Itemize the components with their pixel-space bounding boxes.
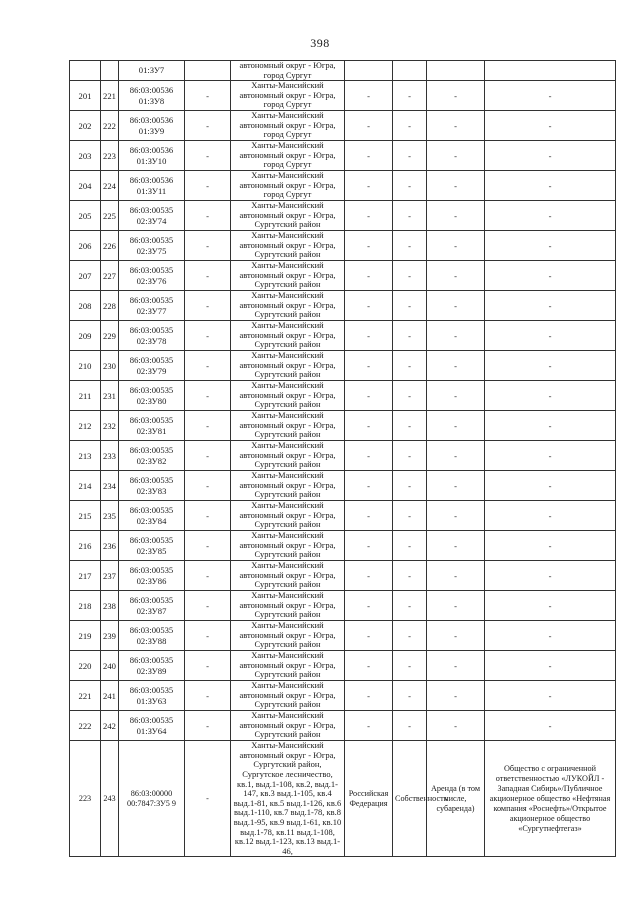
cell-index: 221 (101, 81, 119, 111)
cell-row-number: 207 (70, 261, 101, 291)
cell-holder: - (485, 711, 616, 741)
cell-row-number: 208 (70, 291, 101, 321)
cell-right-type: - (393, 261, 427, 291)
cell-address: автономный округ - Югра, город Сургут (231, 61, 345, 81)
table-row (70, 711, 616, 741)
cell-dash: - (185, 171, 231, 201)
cell-dash: - (185, 711, 231, 741)
cell-index: 232 (101, 411, 119, 441)
cell-address: Ханты-Мансийский автономный округ - Югра, Сургутский район (231, 591, 345, 621)
cell-dash: - (185, 681, 231, 711)
cell-encumbrance: - (427, 141, 485, 171)
cell-row-number: 212 (70, 411, 101, 441)
cell-owner: - (345, 201, 393, 231)
cell-holder: - (485, 111, 616, 141)
cell-right-type: - (393, 411, 427, 441)
cell-cadastral: 86:03:00535 02:ЗУ77 (119, 291, 185, 321)
cell-owner: - (345, 231, 393, 261)
cell-right-type: - (393, 111, 427, 141)
cell-cadastral: 86:03:00535 02:ЗУ82 (119, 441, 185, 471)
table-row (70, 351, 616, 381)
cell-dash: - (185, 141, 231, 171)
table-row (70, 231, 616, 261)
table-row (70, 261, 616, 291)
cell-row-number: 220 (70, 651, 101, 681)
cell-dash: - (185, 231, 231, 261)
cell-owner: - (345, 591, 393, 621)
cell-address: Ханты-Мансийский автономный округ - Югра, Сургутский район (231, 501, 345, 531)
cell-owner: - (345, 171, 393, 201)
table-row (70, 621, 616, 651)
cell-address: Ханты-Мансийский автономный округ - Югра, Сургутский район (231, 561, 345, 591)
cell-right-type: - (393, 561, 427, 591)
cell-right-type: - (393, 381, 427, 411)
cell-owner: - (345, 501, 393, 531)
cell-address: Ханты-Мансийский автономный округ - Югра, город Сургут (231, 81, 345, 111)
cell-encumbrance: - (427, 111, 485, 141)
cell-address: Ханты-Мансийский автономный округ - Югра, Сургутский район (231, 231, 345, 261)
cell-holder: Общество с ограниченной ответственностью «ЛУКОЙЛ - Западная Сибирь»/Публичное акционерное общество «Нефтяная компания «Роснефть»/Открытое акционерное общество «Сургутнефтегаз» (485, 741, 616, 857)
cell-right-type: - (393, 351, 427, 381)
cell-dash: - (185, 531, 231, 561)
cell-cadastral: 86:03:00535 01:ЗУ64 (119, 711, 185, 741)
table-row (70, 681, 616, 711)
cell-address: Ханты-Мансийский автономный округ - Югра, Сургутский район (231, 651, 345, 681)
cell-encumbrance: - (427, 171, 485, 201)
cell-encumbrance: - (427, 501, 485, 531)
cell-cadastral: 86:03:00535 02:ЗУ79 (119, 351, 185, 381)
cell-empty (185, 61, 231, 81)
cell-row-number: 206 (70, 231, 101, 261)
cell-holder: - (485, 621, 616, 651)
cell-encumbrance: - (427, 591, 485, 621)
cell-dash: - (185, 291, 231, 321)
cell-cadastral: 86:03:00535 02:ЗУ89 (119, 651, 185, 681)
cell-owner: - (345, 381, 393, 411)
cell-empty (101, 61, 119, 81)
cell-owner: - (345, 531, 393, 561)
cell-cadastral: 86:03:00535 02:ЗУ80 (119, 381, 185, 411)
cell-index: 240 (101, 651, 119, 681)
table-row (70, 111, 616, 141)
table-row (70, 561, 616, 591)
cell-encumbrance: - (427, 381, 485, 411)
cell-holder: - (485, 681, 616, 711)
cell-cadastral: 86:03:00536 01:ЗУ9 (119, 111, 185, 141)
cell-encumbrance: - (427, 531, 485, 561)
cell-owner: - (345, 441, 393, 471)
cell-index: 236 (101, 531, 119, 561)
table-row-last (70, 741, 616, 857)
cell-index: 226 (101, 231, 119, 261)
cell-holder: - (485, 321, 616, 351)
cell-cadastral: 86:03:00535 02:ЗУ74 (119, 201, 185, 231)
cell-holder: - (485, 291, 616, 321)
cell-encumbrance: - (427, 201, 485, 231)
cell-row-number: 210 (70, 351, 101, 381)
land-plot-table (69, 60, 616, 857)
cell-owner: - (345, 81, 393, 111)
cell-row-number: 215 (70, 501, 101, 531)
cell-address: Ханты-Мансийский автономный округ - Югра, город Сургут (231, 141, 345, 171)
cell-holder: - (485, 441, 616, 471)
cell-address: Ханты-Мансийский автономный округ - Югра, Сургутский район (231, 531, 345, 561)
cell-index: 238 (101, 591, 119, 621)
cell-encumbrance: - (427, 321, 485, 351)
cell-address: Ханты-Мансийский автономный округ - Югра, Сургутский район (231, 681, 345, 711)
cell-address: Ханты-Мансийский автономный округ - Югра, город Сургут (231, 111, 345, 141)
cell-owner: - (345, 411, 393, 441)
cell-encumbrance: - (427, 651, 485, 681)
cell-owner: - (345, 711, 393, 741)
cell-owner: - (345, 141, 393, 171)
cell-dash: - (185, 351, 231, 381)
cell-holder: - (485, 231, 616, 261)
cell-holder: - (485, 81, 616, 111)
table-row (70, 171, 616, 201)
cell-holder: - (485, 471, 616, 501)
cell-right-type: - (393, 291, 427, 321)
cell-row-number: 211 (70, 381, 101, 411)
cell-dash: - (185, 81, 231, 111)
cell-dash: - (185, 441, 231, 471)
cell-index: 230 (101, 351, 119, 381)
cell-row-number: 216 (70, 531, 101, 561)
cell-right-type: - (393, 141, 427, 171)
cell-right-type: - (393, 231, 427, 261)
cell-row-number: 221 (70, 681, 101, 711)
cell-cadastral: 86:03:00535 02:ЗУ81 (119, 411, 185, 441)
cell-right-type: - (393, 441, 427, 471)
page-number: 398 (310, 36, 330, 50)
cell-empty (70, 61, 101, 81)
cell-dash: - (185, 651, 231, 681)
cell-address: Ханты-Мансийский автономный округ - Югра, Сургутский район (231, 261, 345, 291)
cell-index: 223 (101, 141, 119, 171)
cell-dash: - (185, 201, 231, 231)
cell-cadastral: 86:03:00535 01:ЗУ63 (119, 681, 185, 711)
cell-index: 241 (101, 681, 119, 711)
cell-row-number: 223 (70, 741, 101, 857)
cell-encumbrance: - (427, 261, 485, 291)
cell-holder: - (485, 261, 616, 291)
cell-encumbrance: Аренда (в том числе, субаренда) (427, 741, 485, 857)
cell-row-number: 213 (70, 441, 101, 471)
cell-right-type: - (393, 201, 427, 231)
cell-right-type: Собственность (393, 741, 427, 857)
cell-dash: - (185, 111, 231, 141)
table-row-continued (70, 61, 616, 81)
cell-dash: - (185, 741, 231, 857)
cell-cadastral: 86:03:00535 02:ЗУ84 (119, 501, 185, 531)
cell-encumbrance: - (427, 351, 485, 381)
cell-right-type: - (393, 321, 427, 351)
cell-right-type: - (393, 681, 427, 711)
cell-encumbrance: - (427, 621, 485, 651)
cell-row-number: 201 (70, 81, 101, 111)
cell-holder: - (485, 501, 616, 531)
cell-owner: - (345, 261, 393, 291)
cell-owner: - (345, 291, 393, 321)
cell-cadastral: 86:03:00000 00:7847:ЗУ5 9 (119, 741, 185, 857)
cell-right-type: - (393, 171, 427, 201)
cell-encumbrance: - (427, 411, 485, 441)
table-row (70, 411, 616, 441)
table-row (70, 531, 616, 561)
cell-index: 237 (101, 561, 119, 591)
cell-holder: - (485, 201, 616, 231)
cell-cadastral: 86:03:00535 02:ЗУ85 (119, 531, 185, 561)
cell-address: Ханты-Мансийский автономный округ - Югра, Сургутский район, Сургутское лесничество, кв.1, выд.1-108, кв.2, выд.1-147, кв.3 выд.1-105, кв.4 выд.1-81, кв.5 выд.1-126, кв.6 выд.1-110, кв.7 выд.1-78, кв.8 выд.1-95, кв.9 выд.1-61, кв.10 выд.1-78, кв.11 выд.1-108, кв.12 выд.1-123, кв.13 выд.1-46, (231, 741, 345, 857)
cell-dash: - (185, 561, 231, 591)
cell-owner: - (345, 111, 393, 141)
cell-address: Ханты-Мансийский автономный округ - Югра, Сургутский район (231, 321, 345, 351)
cell-holder: - (485, 651, 616, 681)
cell-dash: - (185, 321, 231, 351)
cell-owner: - (345, 681, 393, 711)
table-row (70, 201, 616, 231)
cell-address: Ханты-Мансийский автономный округ - Югра, город Сургут (231, 171, 345, 201)
table-row (70, 651, 616, 681)
cell-empty (427, 61, 485, 81)
cell-encumbrance: - (427, 711, 485, 741)
cell-owner: Российская Федерация (345, 741, 393, 857)
cell-dash: - (185, 621, 231, 651)
cell-owner: - (345, 471, 393, 501)
cell-holder: - (485, 141, 616, 171)
cell-holder: - (485, 381, 616, 411)
cell-index: 243 (101, 741, 119, 857)
cell-holder: - (485, 531, 616, 561)
cell-dash: - (185, 501, 231, 531)
cell-address: Ханты-Мансийский автономный округ - Югра, Сургутский район (231, 351, 345, 381)
cell-owner: - (345, 351, 393, 381)
table-row (70, 291, 616, 321)
table-row (70, 441, 616, 471)
cell-dash: - (185, 381, 231, 411)
table-row (70, 501, 616, 531)
cell-index: 228 (101, 291, 119, 321)
cell-index: 233 (101, 441, 119, 471)
cell-holder: - (485, 411, 616, 441)
cell-owner: - (345, 561, 393, 591)
cell-cadastral: 86:03:00535 02:ЗУ76 (119, 261, 185, 291)
cell-right-type: - (393, 501, 427, 531)
cell-dash: - (185, 411, 231, 441)
cell-encumbrance: - (427, 471, 485, 501)
cell-row-number: 218 (70, 591, 101, 621)
cell-row-number: 205 (70, 201, 101, 231)
cell-index: 225 (101, 201, 119, 231)
cell-encumbrance: - (427, 681, 485, 711)
cell-address: Ханты-Мансийский автономный округ - Югра, Сургутский район (231, 381, 345, 411)
cell-address: Ханты-Мансийский автономный округ - Югра, Сургутский район (231, 621, 345, 651)
cell-index: 234 (101, 471, 119, 501)
cell-row-number: 222 (70, 711, 101, 741)
cell-cadastral: 01:ЗУ7 (119, 61, 185, 81)
cell-cadastral: 86:03:00535 02:ЗУ75 (119, 231, 185, 261)
cell-index: 229 (101, 321, 119, 351)
cell-right-type: - (393, 471, 427, 501)
table-row (70, 321, 616, 351)
cell-empty (345, 61, 393, 81)
cell-row-number: 202 (70, 111, 101, 141)
table-row (70, 381, 616, 411)
cell-index: 224 (101, 171, 119, 201)
cell-encumbrance: - (427, 441, 485, 471)
cell-holder: - (485, 591, 616, 621)
cell-index: 231 (101, 381, 119, 411)
cell-cadastral: 86:03:00535 02:ЗУ88 (119, 621, 185, 651)
cell-cadastral: 86:03:00535 02:ЗУ83 (119, 471, 185, 501)
cell-index: 239 (101, 621, 119, 651)
cell-right-type: - (393, 591, 427, 621)
cell-row-number: 209 (70, 321, 101, 351)
cell-right-type: - (393, 81, 427, 111)
cell-owner: - (345, 321, 393, 351)
cell-cadastral: 86:03:00535 02:ЗУ86 (119, 561, 185, 591)
cell-holder: - (485, 351, 616, 381)
cell-address: Ханты-Мансийский автономный округ - Югра, Сургутский район (231, 291, 345, 321)
cell-row-number: 219 (70, 621, 101, 651)
cell-encumbrance: - (427, 291, 485, 321)
cell-address: Ханты-Мансийский автономный округ - Югра, Сургутский район (231, 441, 345, 471)
cell-holder: - (485, 171, 616, 201)
cell-address: Ханты-Мансийский автономный округ - Югра, Сургутский район (231, 471, 345, 501)
cell-address: Ханты-Мансийский автономный округ - Югра, Сургутский район (231, 711, 345, 741)
cell-dash: - (185, 471, 231, 501)
cell-encumbrance: - (427, 231, 485, 261)
cell-empty (485, 61, 616, 81)
cell-index: 222 (101, 111, 119, 141)
cell-empty (393, 61, 427, 81)
cell-address: Ханты-Мансийский автономный округ - Югра, Сургутский район (231, 411, 345, 441)
cell-cadastral: 86:03:00536 01:ЗУ8 (119, 81, 185, 111)
cell-index: 235 (101, 501, 119, 531)
cell-row-number: 214 (70, 471, 101, 501)
cell-encumbrance: - (427, 561, 485, 591)
cell-index: 242 (101, 711, 119, 741)
cell-cadastral: 86:03:00536 01:ЗУ11 (119, 171, 185, 201)
cell-cadastral: 86:03:00535 02:ЗУ87 (119, 591, 185, 621)
cell-right-type: - (393, 651, 427, 681)
cell-right-type: - (393, 621, 427, 651)
cell-address: Ханты-Мансийский автономный округ - Югра, Сургутский район (231, 201, 345, 231)
cell-right-type: - (393, 531, 427, 561)
cell-dash: - (185, 261, 231, 291)
table-row (70, 591, 616, 621)
cell-row-number: 217 (70, 561, 101, 591)
cell-owner: - (345, 651, 393, 681)
cell-owner: - (345, 621, 393, 651)
table-row (70, 81, 616, 111)
cell-row-number: 203 (70, 141, 101, 171)
cell-holder: - (485, 561, 616, 591)
cell-right-type: - (393, 711, 427, 741)
cell-cadastral: 86:03:00536 01:ЗУ10 (119, 141, 185, 171)
cell-dash: - (185, 591, 231, 621)
table-row (70, 141, 616, 171)
cell-index: 227 (101, 261, 119, 291)
cell-encumbrance: - (427, 81, 485, 111)
table-row (70, 471, 616, 501)
cell-row-number: 204 (70, 171, 101, 201)
cell-cadastral: 86:03:00535 02:ЗУ78 (119, 321, 185, 351)
